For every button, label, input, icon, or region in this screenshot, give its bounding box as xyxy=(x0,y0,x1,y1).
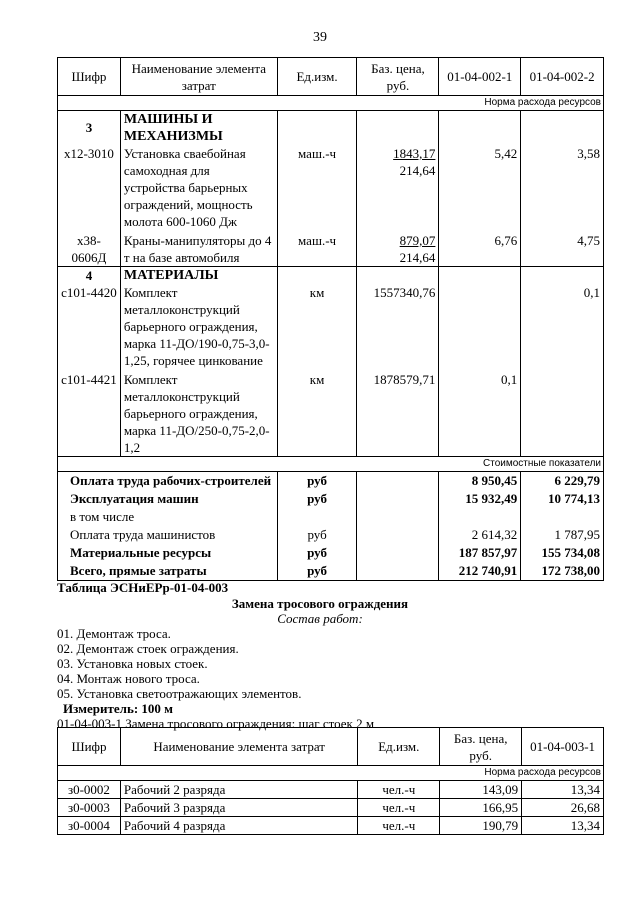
summary-value-2: 6 229,79 xyxy=(521,472,604,491)
row-code: х38-0606Д xyxy=(58,232,121,267)
row-value-1: 0,1 xyxy=(439,371,521,457)
col-header-price: Баз. цена, руб. xyxy=(440,728,522,766)
col-header-v2: 01-04-002-2 xyxy=(521,58,604,96)
summary-unit: руб xyxy=(277,562,357,581)
row-code: з0-0004 xyxy=(58,817,121,835)
row-price-secondary: 214,64 xyxy=(399,250,436,265)
row-price: 1843,17 xyxy=(393,146,436,161)
row-price: 190,79 xyxy=(440,817,522,835)
section-number: 3 xyxy=(58,111,121,146)
summary-unit: руб xyxy=(277,472,357,491)
col-header-code: Шифр xyxy=(58,58,121,96)
summary-row xyxy=(58,472,604,491)
summary-name: Материальные ресурсы xyxy=(58,544,278,562)
table-title: Таблица ЭСНиЕРр-01-04-003 xyxy=(57,580,229,595)
row-value-1: 13,34 xyxy=(522,781,604,799)
section-subtitle: Замена тросового ограждения xyxy=(231,596,409,611)
row-name: Установка сваебойная самоходная для устройства барьерных ограждений, мощность молота 600-1060 Дж xyxy=(120,145,277,232)
summary-name: в том числе xyxy=(58,508,278,526)
summary-value-1: 8 950,45 xyxy=(439,472,521,491)
summary-value-1: 187 857,97 xyxy=(439,544,521,562)
norm-label: Норма расхода ресурсов xyxy=(58,766,604,781)
table-row xyxy=(58,145,604,232)
row-value-2: 3,58 xyxy=(521,145,604,232)
section-materials xyxy=(58,267,604,285)
row-name: Рабочий 2 разряда xyxy=(120,781,357,799)
row-unit: чел.-ч xyxy=(358,799,440,817)
row-price-secondary: 214,64 xyxy=(399,163,436,178)
cost-label: Стоимостные показатели xyxy=(58,457,604,472)
table-row xyxy=(58,284,604,371)
summary-value-2: 172 738,00 xyxy=(521,562,604,581)
list-item: 03. Установка новых стоек. xyxy=(57,656,208,671)
col-header-code: Шифр xyxy=(58,728,121,766)
works-title: Состав работ: xyxy=(277,611,363,626)
row-unit: км xyxy=(277,371,357,457)
row-code: х12-3010 xyxy=(58,145,121,232)
row-value-1: 6,76 xyxy=(439,232,521,267)
row-code: з0-0002 xyxy=(58,781,121,799)
summary-unit: руб xyxy=(277,526,357,544)
table-row xyxy=(58,799,604,817)
summary-value-2 xyxy=(521,508,604,526)
summary-row xyxy=(58,490,604,508)
summary-value-1: 212 740,91 xyxy=(439,562,521,581)
table-row xyxy=(58,371,604,457)
summary-value-2: 10 774,13 xyxy=(521,490,604,508)
summary-name: Эксплуатация машин xyxy=(58,490,278,508)
list-item: 04. Монтаж нового троса. xyxy=(57,671,200,686)
row-value-1: 5,42 xyxy=(439,145,521,232)
row-name: Рабочий 4 разряда xyxy=(120,817,357,835)
list-item: 01. Демонтаж троса. xyxy=(57,626,171,641)
row-unit: маш.-ч xyxy=(277,145,357,232)
summary-value-1: 2 614,32 xyxy=(439,526,521,544)
list-item: 05. Установка светоотражающих элементов. xyxy=(57,686,302,701)
summary-price xyxy=(357,544,439,562)
summary-value-1 xyxy=(439,508,521,526)
summary-rows xyxy=(58,472,604,581)
page-number: 39 xyxy=(313,30,327,45)
col-header-unit: Ед.изм. xyxy=(358,728,440,766)
row-value-2 xyxy=(521,371,604,457)
row-unit: км xyxy=(277,284,357,371)
summary-row xyxy=(58,562,604,581)
summary-name: Оплата труда машинистов xyxy=(58,526,278,544)
row-value-1: 13,34 xyxy=(522,817,604,835)
row-price: 1878579,71 xyxy=(357,371,439,457)
row-code: с101-4421 xyxy=(58,371,121,457)
summary-price xyxy=(357,472,439,491)
summary-row xyxy=(58,526,604,544)
table-row xyxy=(58,232,604,267)
resource-table-1 xyxy=(57,57,604,581)
row-unit: маш.-ч xyxy=(277,232,357,267)
section-title: МАШИНЫ И МЕХАНИЗМЫ xyxy=(120,111,277,146)
norm-label: Норма расхода ресурсов xyxy=(58,96,604,111)
summary-value-2: 1 787,95 xyxy=(521,526,604,544)
row-code: с101-4420 xyxy=(58,284,121,371)
row-name: Краны-манипуляторы до 4 т на базе автомобиля xyxy=(120,232,277,267)
table-row xyxy=(58,817,604,835)
row-name: Комплект металлоконструкций барьерного ограждения, марка 11-ДО/190-0,75-3,0-1,25, горячее цинкование xyxy=(120,284,277,371)
summary-name: Оплата труда рабочих-строителей xyxy=(58,472,278,491)
summary-price xyxy=(357,526,439,544)
summary-unit: руб xyxy=(277,544,357,562)
col-header-name: Наименование элемента затрат xyxy=(120,58,277,96)
row-name: Рабочий 3 разряда xyxy=(120,799,357,817)
list-item: 02. Демонтаж стоек ограждения. xyxy=(57,641,239,656)
section-title: МАТЕРИАЛЫ xyxy=(120,267,277,285)
labor-rows xyxy=(58,781,604,835)
row-price: 143,09 xyxy=(440,781,522,799)
row-price: 1557340,76 xyxy=(357,284,439,371)
summary-row xyxy=(58,544,604,562)
section-number: 4 xyxy=(58,267,121,285)
summary-unit: руб xyxy=(277,490,357,508)
row-name: Комплект металлоконструкций барьерного ограждения, марка 11-ДО/250-0,75-2,0-1,2 xyxy=(120,371,277,457)
col-header-v1: 01-04-002-1 xyxy=(439,58,521,96)
table-row xyxy=(58,781,604,799)
summary-price xyxy=(357,490,439,508)
resource-table-2 xyxy=(57,727,604,835)
col-header-v1: 01-04-003-1 xyxy=(522,728,604,766)
summary-value-1: 15 932,49 xyxy=(439,490,521,508)
meter: Измеритель: 100 м xyxy=(63,701,174,716)
summary-row xyxy=(58,508,604,526)
works-list xyxy=(57,626,374,731)
row-unit: чел.-ч xyxy=(358,817,440,835)
row-unit: чел.-ч xyxy=(358,781,440,799)
col-header-price: Баз. цена, руб. xyxy=(357,58,439,96)
row-value-2: 0,1 xyxy=(521,284,604,371)
row-price: 166,95 xyxy=(440,799,522,817)
summary-name: Всего, прямые затраты xyxy=(58,562,278,581)
col-header-unit: Ед.изм. xyxy=(277,58,357,96)
row-value-2: 4,75 xyxy=(521,232,604,267)
row-value-1: 26,68 xyxy=(522,799,604,817)
variant-line: 01-04-003-1 Замена тросового ограждения: шаг стоек 2 м xyxy=(57,716,375,731)
summary-price xyxy=(357,562,439,581)
row-value-1 xyxy=(439,284,521,371)
row-price: 879,07 xyxy=(399,233,436,248)
section-machines xyxy=(58,111,604,146)
col-header-name: Наименование элемента затрат xyxy=(120,728,357,766)
summary-price xyxy=(357,508,439,526)
summary-value-2: 155 734,08 xyxy=(521,544,604,562)
row-code: з0-0003 xyxy=(58,799,121,817)
summary-unit xyxy=(277,508,357,526)
